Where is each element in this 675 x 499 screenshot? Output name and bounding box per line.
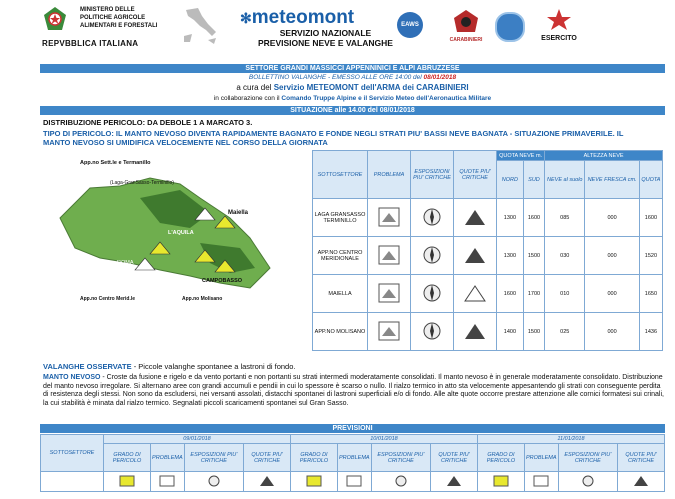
meteomont-logo: ✻meteomont: [240, 7, 355, 28]
danger-level-icon: [104, 472, 151, 492]
situation-bar: SITUAZIONE alle 14.00 del 08/01/2018: [40, 106, 665, 115]
altitude-icon: [454, 313, 497, 351]
observed-avalanches: VALANGHE OSSERVATE - Piccole valanghe spontanee a lastroni di fondo.: [43, 362, 296, 371]
situation-table: [312, 150, 663, 351]
compass-rose-icon: [411, 199, 454, 237]
eaws-logo: EAWS: [397, 12, 423, 38]
map-label-north-sub: (Laga-GranSasso-Terminillo): [110, 180, 174, 186]
altitude-icon: [244, 472, 291, 492]
forecast-date-3: 11/01/2018: [477, 435, 664, 444]
col-quota: QUOTA: [639, 161, 662, 199]
snowflake-icon: ✻: [240, 10, 252, 26]
ministry-emblem: [43, 6, 67, 32]
sector-title-bar: SETTORE GRANDI MASSICCI APPENNINICI E ALPI ABRUZZESE: [40, 64, 665, 73]
esercito-logo: ESERCITO: [534, 8, 584, 42]
col-altezza-neve: ALTEZZA NEVE: [545, 151, 663, 161]
altitude-icon: [618, 472, 665, 492]
danger-level-icon: [290, 472, 337, 492]
table-row: MAIELLA 1600 1700 010 000 1650: [313, 275, 663, 313]
wet-snow-icon: [368, 275, 411, 313]
map-label-campobasso: CAMPOBASSO: [202, 278, 243, 284]
col-problema: PROBLEMA: [368, 151, 411, 199]
collab-line: in collaborazione con il Comando Truppe Alpine e il Servizio Meteo dell'Aeronautica Militare: [213, 95, 492, 102]
col-sottosettore: SOTTOSETTORE: [313, 151, 368, 199]
col-sud: SUD: [523, 161, 544, 199]
compass-rose-icon: [411, 275, 454, 313]
table-row: APP.NO CENTRO MERIDIONALE 1300 1500 030 000 1520: [313, 237, 663, 275]
col-quota-neve: QUOTA NEVE m.: [497, 151, 545, 161]
altitude-icon: [454, 275, 497, 313]
col-quote: QUOTE PIU' CRITICHE: [454, 151, 497, 199]
col-nord: NORD: [497, 161, 524, 199]
wet-snow-icon: [151, 472, 185, 492]
forecast-date-2: 10/01/2018: [290, 435, 477, 444]
snowpack-text: MANTO NEVOSO - Croste da fusione e rigelo e da vento portanti e non portanti su strati intermedi moderatamente consolidati. Il manto nevoso è in generale moderatamente consolidato. Distribuzione del manto nevoso irregolare. Si alternano aree con grandi accumuli e pendii in cui lo spessore è scarso o nullo. Il rialzo termico in atto sta velocemente appesantendo gli strati con conseguente perdita di resistenza degli stessi. Non sono da escludersi, nei versanti assolati, distacchi spontanei di lastroni superficiali e/o di fondo. Alle alte quote occorre prestare attenzione alle cornici formatesi sui crinali, la cui stabilità è minata dal rialzo termico. Segnalati piccoli scaricamenti spontanei sul Gran Sasso.: [43, 374, 664, 407]
compass-rose-icon: [411, 237, 454, 275]
region-map: [50, 158, 300, 308]
compass-rose-icon: [558, 472, 618, 492]
forecast-date-1: 09/01/2018: [104, 435, 291, 444]
map-label-roma: ROMA: [117, 260, 134, 266]
table-row: APP.NO MOLISANO 1400 1500 025 000 1436: [313, 313, 663, 351]
ministry-text: MINISTERO DELLE POLITICHE AGRICOLE ALIMENTARI E FORESTALI: [80, 7, 158, 29]
carabinieri-logo: CARABINIERI: [446, 8, 486, 43]
altitude-icon: [454, 237, 497, 275]
forecast-col-sottosettore: SOTTOSETTORE: [41, 435, 104, 472]
table-row: LAGA GRANSASSO TERMINILLO 1300 1600 085 000 1600: [313, 199, 663, 237]
wet-snow-icon: [524, 472, 558, 492]
republic-label: REPVBBLICA ITALIANA: [42, 39, 139, 48]
map-label-centro: App.no Centro Merid.le: [80, 296, 135, 302]
wet-snow-icon: [368, 237, 411, 275]
wet-snow-icon: [368, 313, 411, 351]
meteo-am-logo: [495, 12, 525, 42]
italy-map-icon: [180, 6, 222, 51]
compass-rose-icon: [371, 472, 431, 492]
wet-snow-icon: [338, 472, 372, 492]
table-row: [41, 472, 665, 492]
forecast-table: SOTTOSETTORE 09/01/2018 10/01/2018 11/01/2018 GRADO DI PERICOLO PROBLEMA ESPOSIZIONI PIU' CRITICHE QUOTE PIU' CRITICHE GRADO DI PERICOLO PROBLEMA ESPOSIZIONI PIU' CRITICHE QUOTE PIU' CRITICHE GRADO DI PERICOLO PROBLEMA ESPOSIZIONI PIU' CRITICHE QUOTE PIU' CRITICHE: [40, 434, 665, 492]
map-label-molisano: App.no Molisano: [182, 296, 223, 302]
altitude-icon: [431, 472, 478, 492]
compass-rose-icon: [411, 313, 454, 351]
map-label-maiella: Maiella: [228, 210, 249, 216]
care-line: a cura del Servizio METEOMONT dell'ARMA dei CARABINIERI: [236, 83, 469, 92]
col-neve-fresca: NEVE FRESCA cm.: [585, 161, 639, 199]
issued-line: BOLLETTINO VALANGHE - EMESSO ALLE ORE 14:00 del 08/01/2018: [248, 74, 457, 81]
danger-level-icon: [477, 472, 524, 492]
col-neve-suolo: NEVE al suolo: [545, 161, 585, 199]
compass-rose-icon: [184, 472, 244, 492]
map-label-north: App.no Sett.le e Termanillo: [80, 160, 151, 166]
forecast-bar: PREVISIONI: [40, 424, 665, 433]
service-title: SERVIZIO NAZIONALE PREVISIONE NEVE E VALANGHE: [258, 28, 393, 48]
wet-snow-icon: [368, 199, 411, 237]
altitude-icon: [454, 199, 497, 237]
danger-type-text: TIPO DI PERICOLO: IL MANTO NEVOSO DIVENTA RAPIDAMENTE BAGNATO E FONDE NEGLI STRATI PIU' BASSI NEVE BAGNATA - SITUAZIONE PRIMAVERILE. IL MANTO NEVOSO SI UMIDIFICA VELOCEMENTE NEL CORSO DELLA GIORNATA: [43, 129, 624, 147]
distribution-text: DISTRIBUZIONE PERICOLO: DA DEBOLE 1 A MARCATO 3.: [43, 118, 253, 127]
map-label-aquila: L'AQUILA: [168, 230, 194, 236]
col-esposizioni: ESPOSIZIONI PIU' CRITICHE: [411, 151, 454, 199]
